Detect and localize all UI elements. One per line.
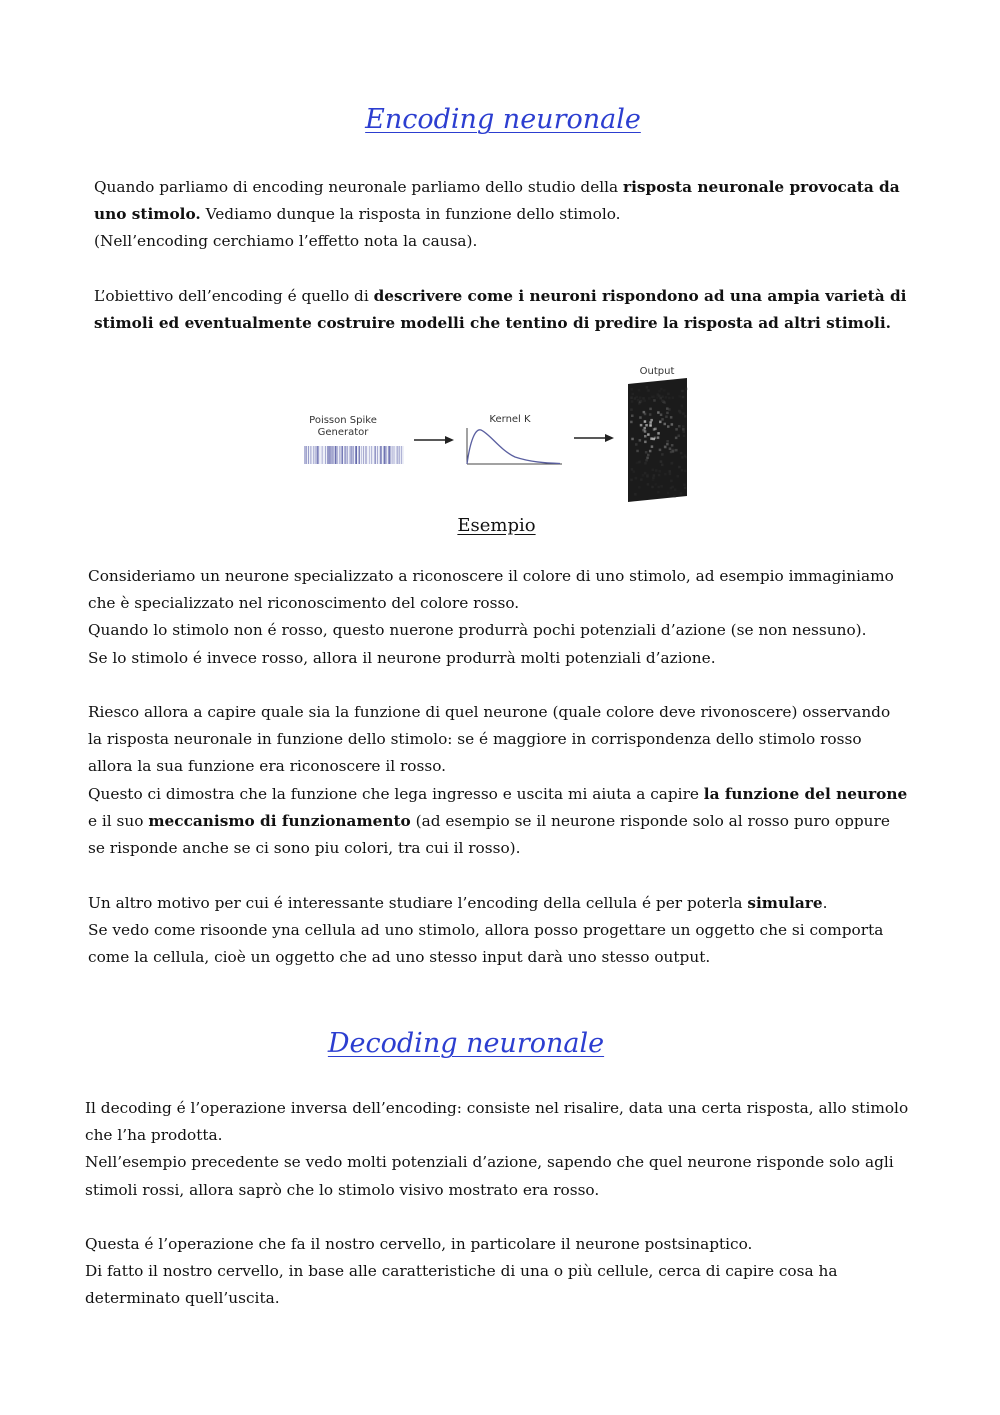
encoding-title: Encoding neuronale <box>365 104 641 135</box>
spike-train <box>304 446 404 464</box>
arrow-icon-2 <box>574 434 614 442</box>
encoding-paragraph-2: L’obiettivo dell’encoding é quello di descrivere come i neuroni rispondono ad una ampia varietà di stimoli ed eventualmente costruire modelli che tentino di predire la risposta ad altri stimoli. <box>94 287 907 333</box>
decoding-paragraph-2: Questa é l’operazione che fa il nostro cervello, in particolare il neurone postsinaptico. Di fatto il nostro cervello, in base alle caratteristiche di una o più cellule, cerca di capire cosa ha determinato quell’uscita. <box>85 1235 838 1308</box>
output-response-map <box>628 378 687 502</box>
decoding-paragraph-1: Il decoding é l’operazione inversa dell’encoding: consiste nel risalire, data una certa risposta, allo stimolo che l’ha prodotta. Nell’esempio precedente se vedo molti potenziali d’azione, sapendo che quel neurone risponde solo agli stimoli rossi, allora saprò che lo stimolo visivo mostrato era rosso. <box>85 1099 909 1199</box>
example-paragraph-3: Un altro motivo per cui é interessante studiare l’encoding della cellula é per poterla simulare. Se vedo come risoonde yna cellula ad uno stimolo, allora posso progettare un oggetto che si comporta come la cellula, cioè un oggetto che ad uno stesso input darà uno stesso output. <box>88 894 884 967</box>
encoding-paragraph-1: Quando parliamo di encoding neuronale parliamo dello studio della risposta neuronale provocata da uno stimolo. Vediamo dunque la risposta in funzione dello stimolo. (Nell’encoding cerchiamo l’effetto nota la causa). <box>94 178 900 251</box>
kernel-plot <box>467 428 562 464</box>
example-paragraph-2: Riesco allora a capire quale sia la funzione di quel neurone (quale colore deve rivonoscere) osservando la risposta neuronale in funzione dello stimolo: se é maggiore in corrispondenza dello stimolo rosso allora la sua funzione era riconoscere il rosso. Questo ci dimostra che la funzione che lega ingresso e uscita mi aiuta a capire la funzione del neurone e il suo meccanismo di funzionamento (ad esempio se il neurone risponde solo al rosso puro oppure se risponde anche se ci sono piu colori, tra cui il rosso). <box>88 703 908 858</box>
figure-label-kernel: Kernel K <box>489 414 531 425</box>
arrow-icon-1 <box>414 436 454 444</box>
example-paragraph-1: Consideriamo un neurone specializzato a riconoscere il colore di uno stimolo, ad esempio immaginiamo che è specializzato nel riconoscimento del colore rosso. Quando lo stimolo non é rosso, questo nuerone produrrà pochi potenziali d’azione (se non nessuno). Se lo stimolo é invece rosso, allora il neurone produrrà molti potenziali d’azione. <box>88 567 894 667</box>
figure-label-generator-1: Poisson Spike <box>309 415 377 426</box>
encoding-model-figure <box>300 362 692 504</box>
figure-label-generator-2: Generator <box>317 427 369 438</box>
decoding-title: Decoding neuronale <box>327 1028 605 1059</box>
figure-label-output: Output <box>639 366 675 377</box>
example-heading: Esempio <box>457 515 536 536</box>
